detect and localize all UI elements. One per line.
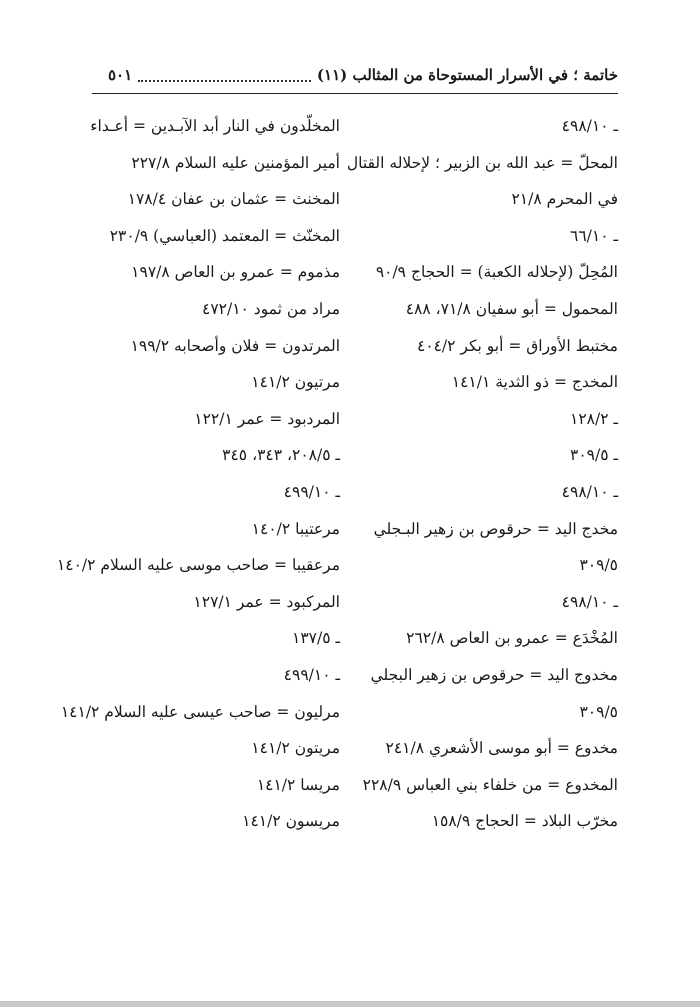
page-number: ٥٠١ [108, 66, 133, 84]
index-entry: ـ ٤٩٩/١٠ [283, 482, 340, 501]
index-entry: أمير المؤمنين عليه السلام ٢٢٧/٨ [131, 153, 340, 172]
index-entry: ـ ١٢٨/٢ [570, 409, 618, 428]
index-entry: المرتدون = فلان وأصحابه ١٩٩/٢ [130, 336, 340, 355]
index-entry: المُحِلّ (لإحلاله الكعبة) = الحجاج ٩٠/٩ [375, 263, 618, 282]
index-entry: ـ ١٣٧/٥ [292, 629, 340, 648]
index-entry: المخنّث = المعتمد (العباسي) ٢٣٠/٩ [109, 226, 340, 245]
index-entry: مريتون ١٤١/٢ [251, 739, 340, 758]
index-entry: مرعقيبا = صاحب موسى عليه السلام ١٤٠/٢ [56, 556, 340, 575]
index-entry: المخلّدون في النار أبد الآبـدين = أعـداء [90, 117, 340, 135]
header-rule [92, 93, 618, 94]
page-bottom-edge [0, 1001, 700, 1007]
index-entry: المحمول = أبو سفيان ٧١/٨، ٤٨٨ [405, 299, 618, 318]
chapter-title: خاتمة ؛ في الأسرار المستوحاة من المثالب (١١) [316, 66, 618, 84]
index-entry: ـ ٤٩٨/١٠ [561, 117, 618, 135]
index-entry: مرتيون ١٤١/٢ [251, 373, 340, 392]
index-entry: مذموم = عمرو بن العاص ١٩٧/٨ [131, 263, 340, 282]
index-entry: المحلّ = عبد الله بن الزبير ؛ لإحلاله القتال [346, 153, 618, 172]
index-entry: مختبط الأوراق = أبو بكر ٤٠٤/٢ [416, 336, 618, 355]
index-entry: في المحرم ٢١/٨ [511, 190, 618, 209]
index-entry: المردبود = عمر ١٢٢/١ [194, 409, 340, 428]
index-entry: مخدوع = أبو موسى الأشعري ٢٤١/٨ [385, 739, 618, 758]
running-header [108, 58, 618, 92]
index-entry: المخدج = ذو الثدية ١٤١/١ [451, 373, 618, 392]
index-entry: مريسا ١٤١/٢ [256, 775, 340, 794]
index-entry: المُخْدَع = عمرو بن العاص ٢٦٢/٨ [406, 629, 618, 648]
leader-dots [138, 78, 311, 82]
index-entry: ـ ٢٠٨/٥، ٣٤٣، ٣٤٥ [222, 446, 340, 465]
index-entry: مريسون ١٤١/٢ [242, 812, 340, 831]
index-entry: ـ ٣٠٩/٥ [570, 446, 618, 465]
index-column-right [346, 108, 618, 840]
index-entry: ـ ٤٩٩/١٠ [283, 665, 340, 684]
index-entry: مخدج اليد = حرقوص بن زهير البـجلي [373, 519, 618, 538]
index-entry: المخدوع = من خلفاء بني العباس ٢٢٨/٩ [362, 775, 618, 794]
index-entry: مرليون = صاحب عيسى عليه السلام ١٤١/٢ [60, 702, 340, 721]
index-entry: المخنث = عثمان بن عفان ١٧٨/٤ [127, 190, 340, 209]
index-entry: ـ ٤٩٨/١٠ [561, 482, 618, 501]
index-entry: المركبود = عمر ١٢٧/١ [193, 592, 340, 611]
index-entry: مخدوج اليد = حرقوص بن زهير البجلي [370, 665, 618, 684]
index-entry: ـ ٤٩٨/١٠ [561, 592, 618, 611]
index-entry: ٣٠٩/٥ [579, 702, 618, 721]
index-entry: ـ ٦٦/١٠ [570, 226, 618, 245]
index-entry: مرعتيبا ١٤٠/٢ [251, 519, 340, 538]
index-column-left [56, 108, 340, 840]
index-entry: مخرّب البلاد = الحجاج ١٥٨/٩ [431, 812, 618, 831]
index-entry: ٣٠٩/٥ [579, 556, 618, 575]
index-entry: مراد من ثمود ٤٧٢/١٠ [202, 299, 340, 318]
